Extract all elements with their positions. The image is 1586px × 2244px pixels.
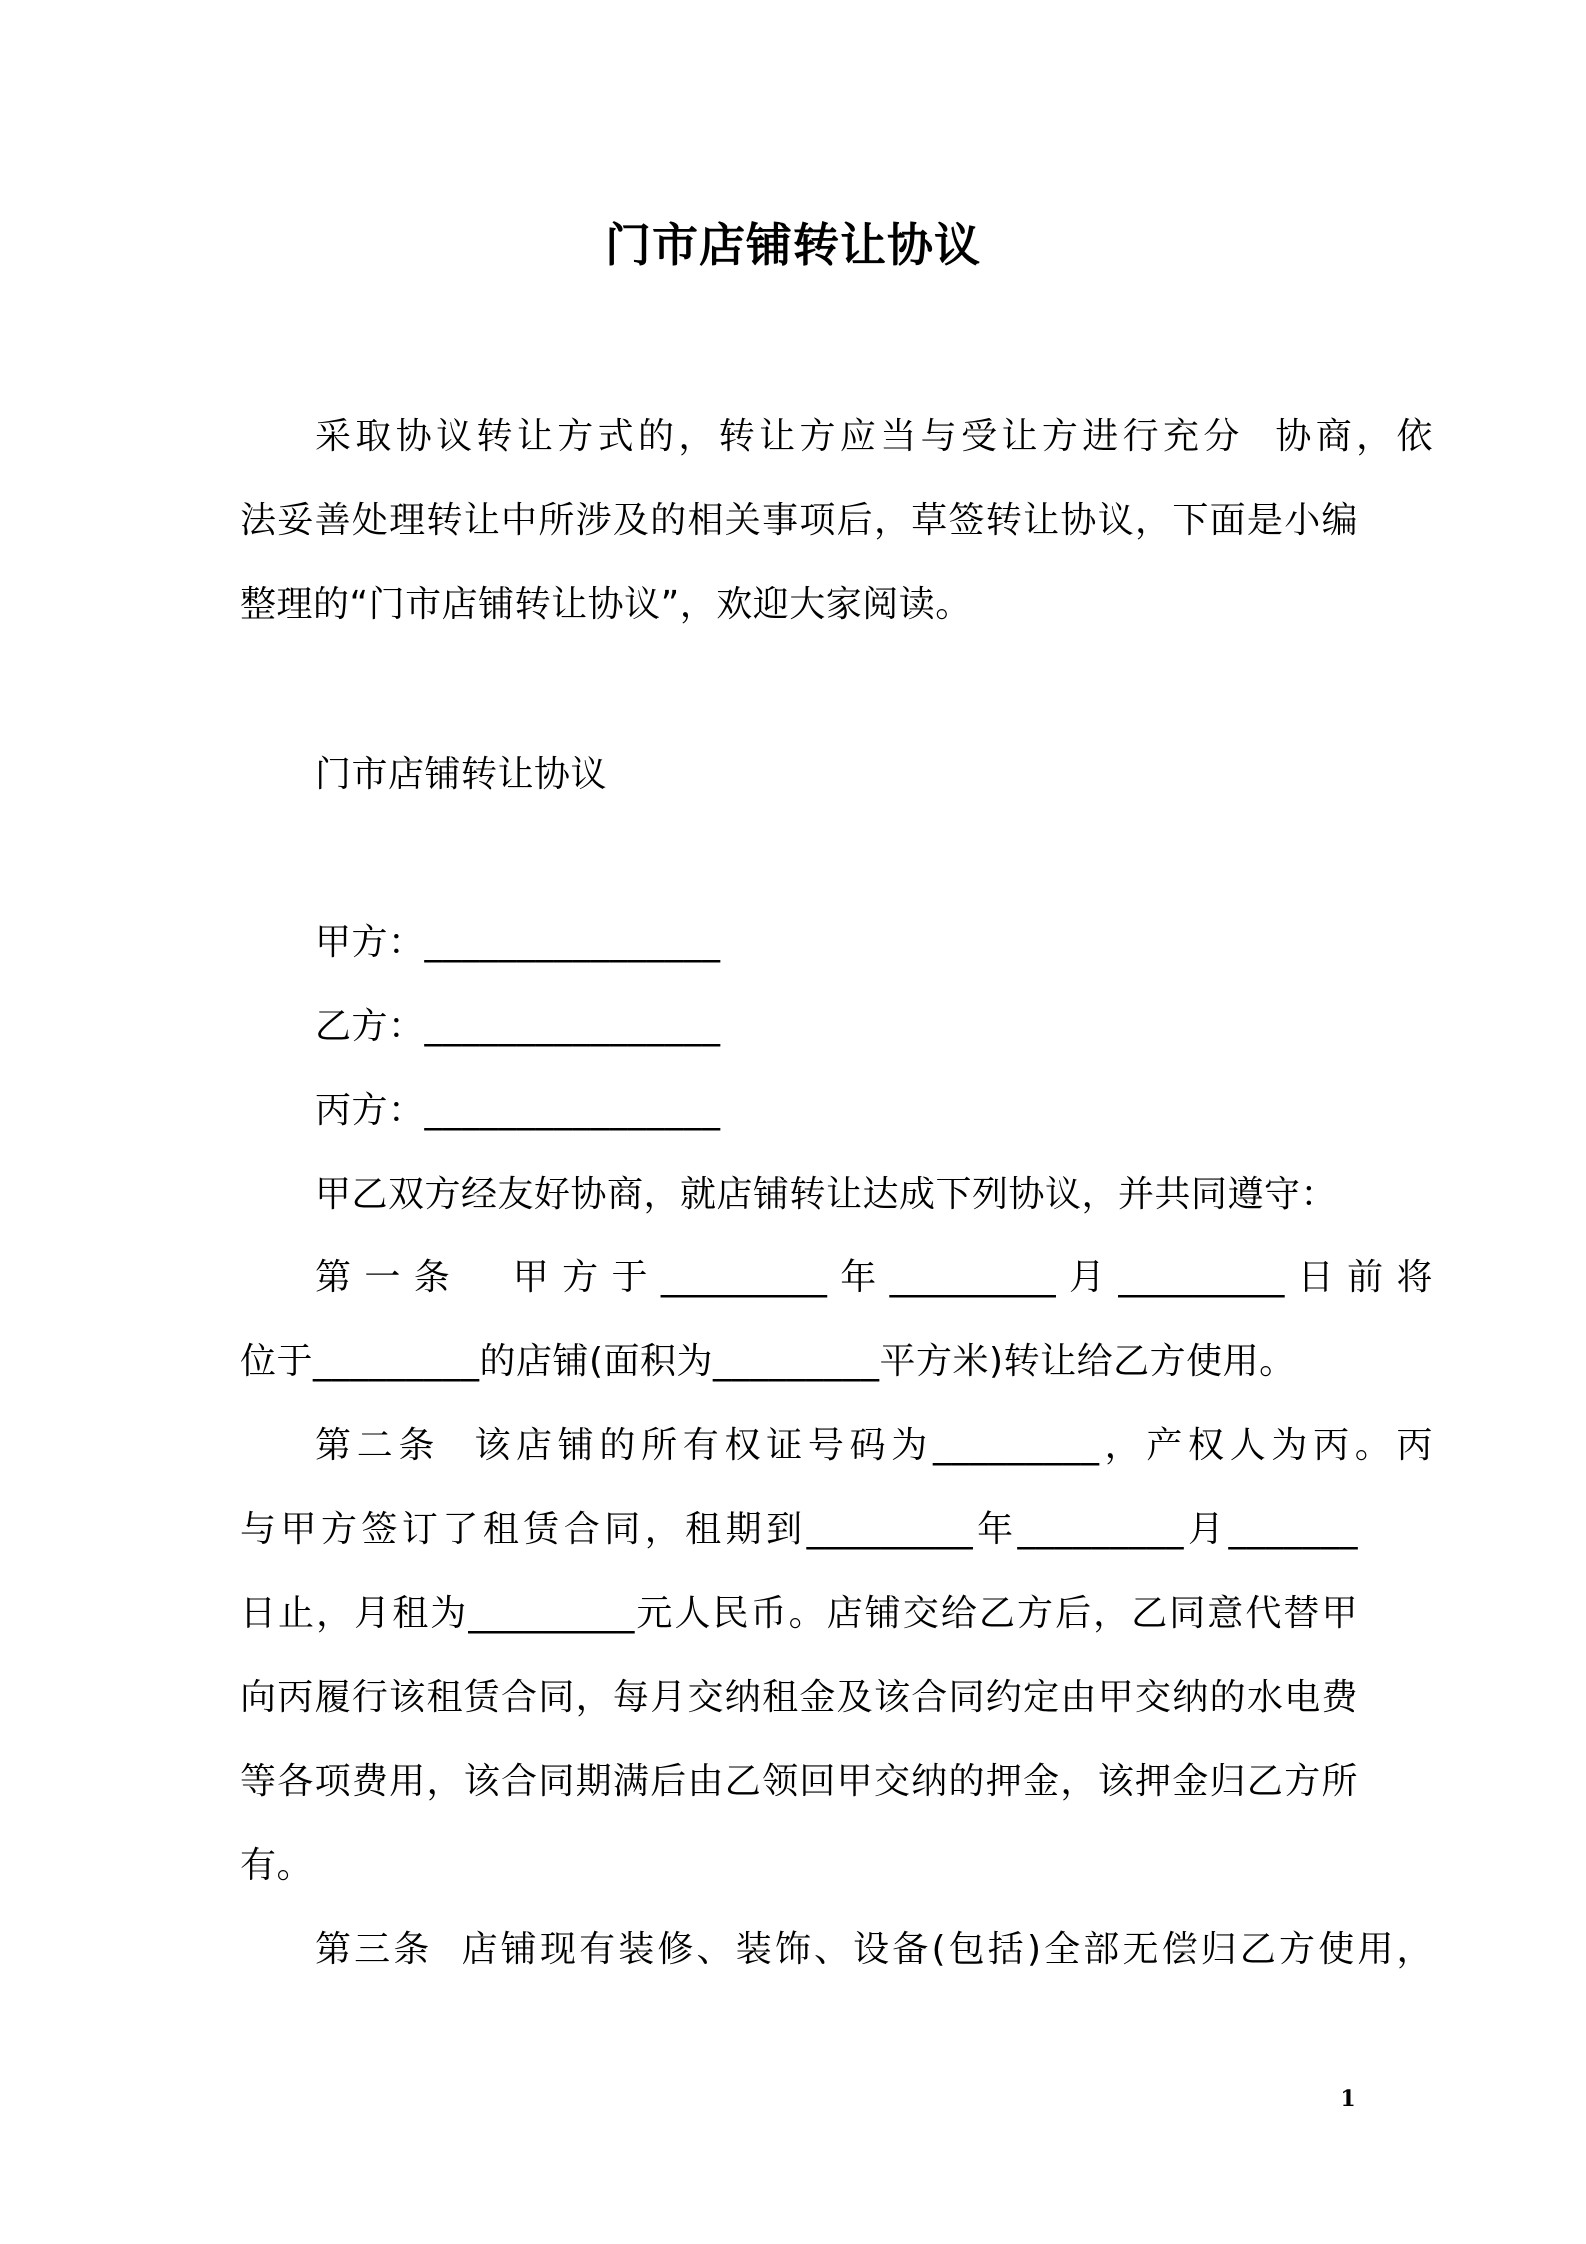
article-2-line-2: 与甲方签订了租赁合同，租期到_________年_________月_______: [240, 1509, 1358, 1550]
article-3-line-1: 第三条 店铺现有装修、装饰、设备(包括)全部无偿归乙方使用，: [315, 1929, 1433, 1970]
contract-subtitle: 门市店铺转让协议: [315, 754, 608, 795]
party-c-field: 丙方：________________: [315, 1090, 721, 1131]
intro-line-3: 整理的“门市店铺转让协议”，欢迎大家阅读。: [240, 584, 972, 625]
article-1-line-1: 第一条 甲方于_________年_________月_________日前将: [315, 1257, 1433, 1298]
article-2-line-3: 日止，月租为_________元人民币。店铺交给乙方后，乙同意代替甲: [240, 1593, 1358, 1634]
agreement-intro: 甲乙双方经友好协商，就店铺转让达成下列协议，并共同遵守：: [315, 1174, 1338, 1215]
page-number: 1: [1340, 2086, 1356, 2112]
article-2-line-6: 有。: [240, 1845, 314, 1886]
article-2-line-1: 第二条 该店铺的所有权证号码为_________，产权人为丙。丙: [315, 1425, 1433, 1466]
article-1-line-2: 位于_________的店铺(面积为_________平方米)转让给乙方使用。: [240, 1341, 1296, 1382]
article-2-line-5: 等各项费用，该合同期满后由乙领回甲交纳的押金，该押金归乙方所: [240, 1761, 1358, 1802]
party-b-field: 乙方：________________: [315, 1006, 721, 1047]
article-2-line-4: 向丙履行该租赁合同，每月交纳租金及该合同约定由甲交纳的水电费: [240, 1677, 1358, 1718]
party-a-field: 甲方：________________: [315, 922, 721, 963]
intro-line-2: 法妥善处理转让中所涉及的相关事项后，草签转让协议，下面是小编: [240, 500, 1358, 541]
document-title: 门市店铺转让协议: [605, 218, 981, 272]
intro-line-1: 采取协议转让方式的，转让方应当与受让方进行充分 协商，依: [315, 416, 1433, 457]
